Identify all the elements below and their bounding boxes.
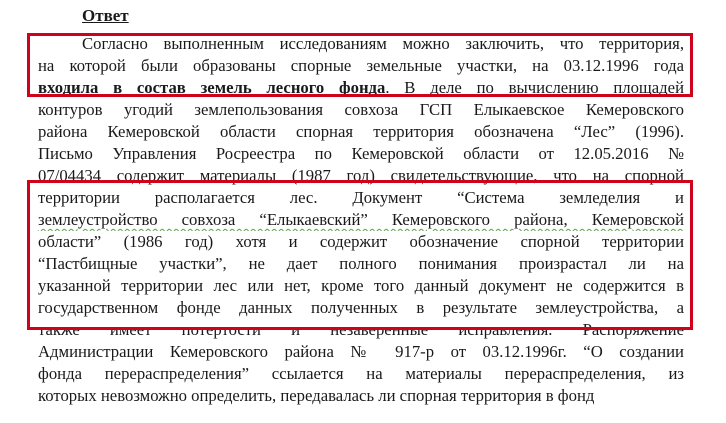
highlight-box [27,33,693,97]
highlight-box [27,180,693,330]
paragraph-line: “Пастбищные участки”, не дает полного понимания произрастал ли на [38,254,684,273]
paragraph-line: также имеет потертости и незаверенные исправления. Распоряжение [38,320,684,339]
paragraph-line: Согласно выполненным исследованиям можно заключить, что территория, [82,34,684,53]
paragraph-line: района Кемеровской области спорная территория обозначена “Лес” (1996). [38,122,684,141]
answer-heading: Ответ [82,6,129,25]
paragraph-line: фонда перераспределения” ссылается на материалы перераспределения, из [38,364,684,383]
paragraph-line: государственном фонде данных полученных в результате землеустройства, а [38,298,684,317]
paragraph-line: контуров угодий землепользования совхоза ГСП Елыкаевское Кемеровского [38,100,684,119]
bold-phrase: входила в состав земель лесного фонда [38,78,386,97]
paragraph-line: на которой были образованы спорные земельные участки, на 03.12.1996 года [38,56,684,75]
paragraph-line: Администрации Кемеровского района № 917-р от 03.12.1996г. “О создании [38,342,684,361]
line-tail: . В деле по вычислению площадей [385,78,684,97]
paragraph-line: области” (1986 год) хотя и содержит обозначение спорной территории [38,232,684,251]
paragraph-line: 07/04434 содержит материалы (1987 год) свидетельствующие, что на спорной [38,166,684,185]
paragraph-line: которых невозможно определить, передавалась ли спорная территория в фонд [38,386,595,405]
paragraph-line: территории располагается лес. Документ “Система земледелия и [38,188,684,207]
paragraph-line: землеустройство совхоза “Елыкаевский” Кемеровского района, Кемеровской [38,210,684,229]
paragraph-line: Письмо Управления Росреестра по Кемеровской области от 12.05.2016 № [38,144,684,163]
paragraph-line: указанной территории лес или нет, кроме того данный документ не содержится в [38,276,684,295]
